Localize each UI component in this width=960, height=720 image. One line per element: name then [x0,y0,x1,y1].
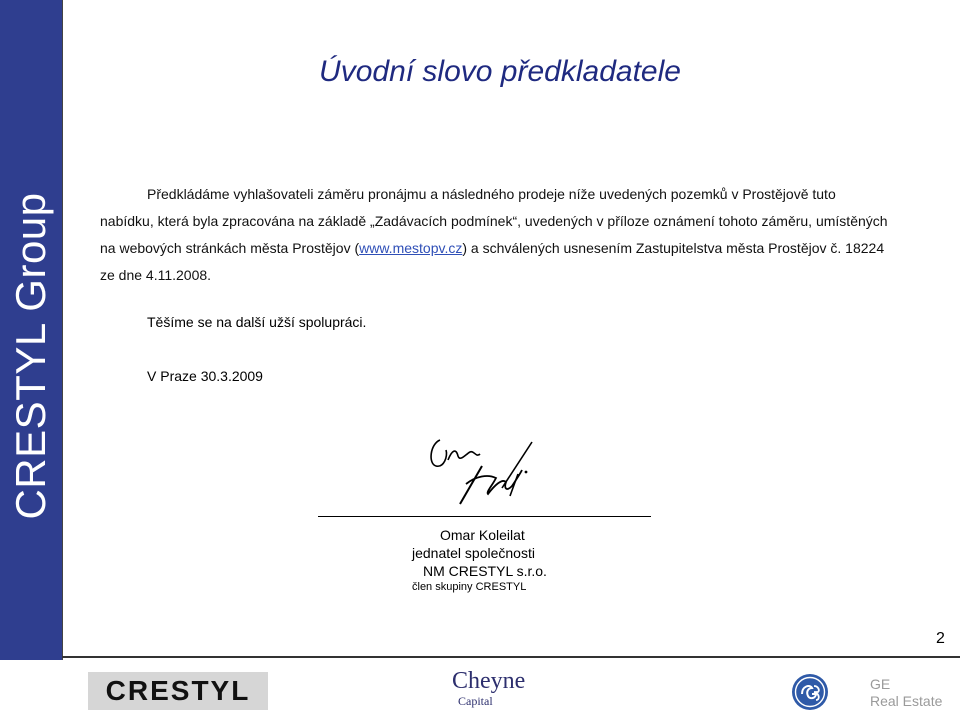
cheyne-capital-logo [452,668,542,714]
signatory-group: člen skupiny CRESTYL [412,581,527,593]
signatory-role: jednatel společnosti [412,545,535,561]
closing-sentence: Těšíme se na další užší spolupráci. [147,314,367,330]
intro-paragraph [100,181,890,289]
intro-text-end: ) a schválených usnesením Zastupitelstva města Prostějov č. 18224 ze dne 4.11.2008. [100,240,885,283]
signatory-company: NM CRESTYL s.r.o. [423,563,547,579]
signature-line [318,516,651,517]
ge-real-estate-logo [870,676,942,710]
ge-logo-line1: GE [870,676,891,692]
intro-text-start: Předkládáme vyhlašovateli záměru pronájmu a následného prodeje níže uvedených pozemků v Prostějově tuto nabídku, která byla zpracována na základě „Zadávacích podmínek“, uvedených v příloze oznámení tohoto záměru, umístěných na webových stránkách města Prostějov ( [100,186,888,256]
sidebar-brand-text: CRESTYL Group [7,192,54,520]
cheyne-logo-sub: Capital [458,694,493,708]
signatory-name: Omar Koleilat [440,527,525,543]
page-title: Úvodní slovo předkladatele [319,55,681,88]
crestyl-logo [88,672,268,710]
sidebar-band [0,0,62,660]
margin-divider [62,0,63,660]
handwritten-signature [422,430,562,510]
page-number: 2 [936,630,945,647]
crestyl-logo-text: CRESTYL [105,675,251,706]
city-website-link[interactable]: www.mestopv.cz [359,240,463,256]
cheyne-logo-main: Cheyne [452,668,526,694]
ge-logo-line2: Real Estate [870,693,943,709]
date-line: V Praze 30.3.2009 [147,368,263,384]
footer-divider [62,656,960,658]
ge-monogram-icon [790,672,830,712]
